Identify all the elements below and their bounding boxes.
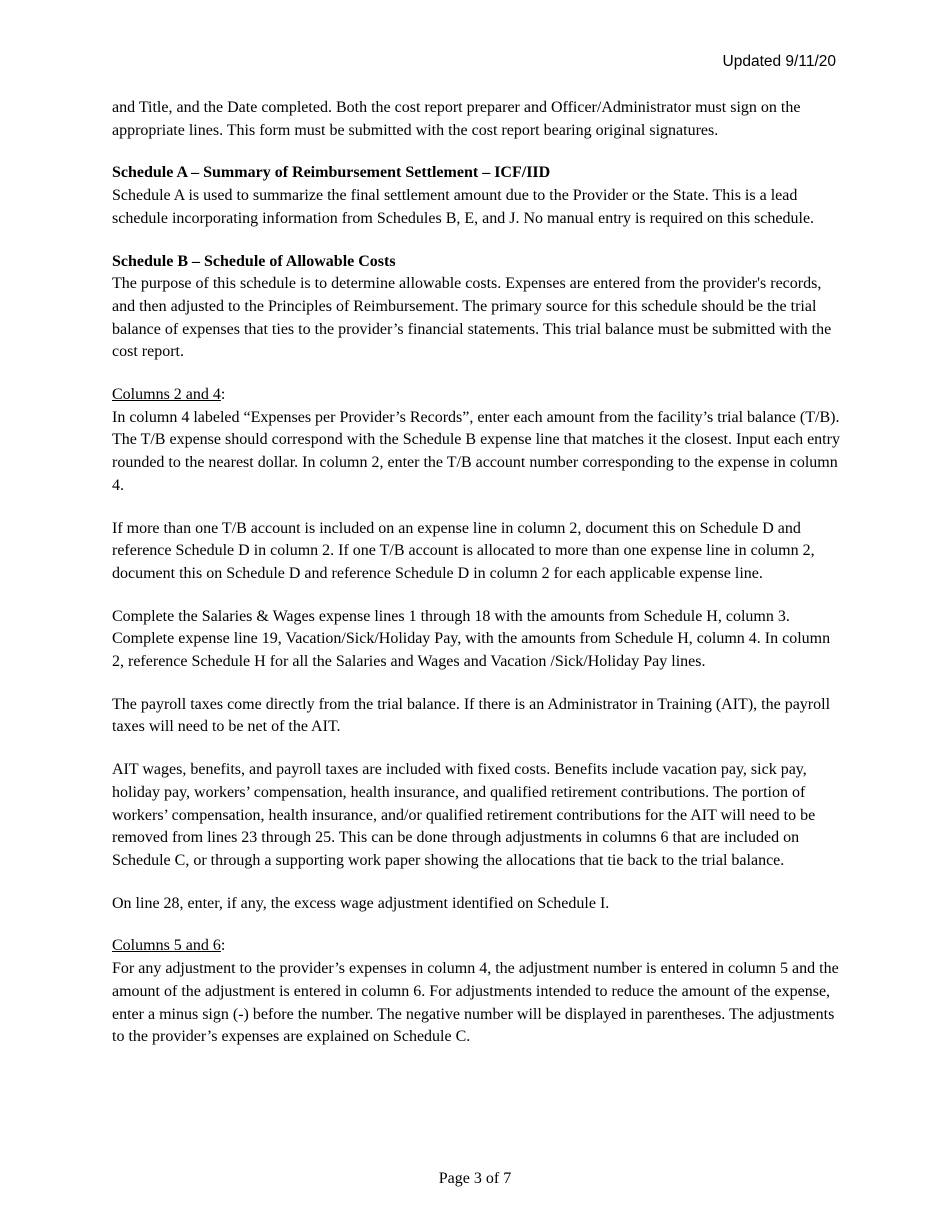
columns-2-4-subheading bbox=[112, 384, 840, 407]
schedule-a-heading: Schedule A – Summary of Reimbursement Settlement – ICF/IID bbox=[112, 164, 551, 182]
updated-date: Updated 9/11/20 bbox=[722, 53, 836, 70]
columns-5-6-paragraph-1: For any adjustment to the provider’s expenses in column 4, the adjustment number is entered in column 5 and the amount of the adjustment is entered in column 6. For adjustments intended to reduce the amount of the expense, enter a minus sign (-) before the number. The negative number will be displayed in parentheses. The adjustments to the provider’s expenses are explained on Schedule C. bbox=[112, 960, 839, 1046]
columns-2-4-paragraph-3: Complete the Salaries & Wages expense lines 1 through 18 with the amounts from Schedule H, column 3. Complete expense line 19, Vacation/Sick/Holiday Pay, with the amounts from Schedule H, column 4. In column 2, reference Schedule H for all the Salaries and Wages and Vacation /Sick/Holiday Pay lines. bbox=[112, 607, 831, 671]
schedule-a-paragraph: Schedule A is used to summarize the final settlement amount due to the Provider or the State. This is a lead schedule incorporating information from Schedules B, E, and J. No manual entry is required on this schedule. bbox=[112, 187, 815, 227]
columns-2-4-paragraph-5: AIT wages, benefits, and payroll taxes are included with fixed costs. Benefits include vacation pay, sick pay, holiday pay, workers’ compensation, health insurance, and qualified retirement contributions. The portion of workers’ compensation, health insurance, and/or qualified retirement contributions for the AIT will need to be removed from lines 23 through 25. This can be done through adjustments in columns 6 that are included on Schedule C, or through a supporting work paper showing the allocations that tie back to the trial balance. bbox=[112, 761, 816, 869]
intro-paragraph: and Title, and the Date completed. Both the cost report preparer and Officer/Administrator must sign on the appropriate lines. This form must be submitted with the cost report bearing original signatures. bbox=[112, 99, 801, 139]
columns-2-4-label: Columns 2 and 4 bbox=[112, 386, 221, 404]
columns-5-6-label: Columns 5 and 6 bbox=[112, 937, 221, 955]
columns-2-4-colon: : bbox=[220, 386, 226, 404]
columns-5-6-colon: : bbox=[220, 937, 226, 955]
columns-2-4-paragraph-2: If more than one T/B account is included on an expense line in column 2, document this on Schedule D and reference Schedule D in column 2. If one T/B account is allocated to more than one expense line in column 2, document this on Schedule D and reference Schedule D in column 2 for each applicable expense line. bbox=[112, 519, 815, 582]
schedule-b-heading: Schedule B – Schedule of Allowable Costs bbox=[112, 252, 396, 270]
columns-5-6-subheading bbox=[112, 935, 840, 958]
page-number: Page 3 of 7 bbox=[438, 1170, 512, 1187]
columns-2-4-paragraph-4: The payroll taxes come directly from the trial balance. If there is an Administrator in Training (AIT), the payroll taxes will need to be net of the AIT. bbox=[112, 695, 831, 736]
columns-2-4-paragraph-1: In column 4 labeled “Expenses per Provider’s Records”, enter each amount from the facility’s trial balance (T/B). The T/B expense should correspond with the Schedule B expense line that matches it the closest. Input each entry rounded to the nearest dollar. In column 2, enter the T/B account number corresponding to the expense in column 4. bbox=[112, 408, 840, 494]
columns-2-4-paragraph-6: On line 28, enter, if any, the excess wage adjustment identified on Schedule I. bbox=[112, 894, 610, 912]
schedule-b-paragraph: The purpose of this schedule is to determine allowable costs. Expenses are entered from the provider's records, and then adjusted to the Principles of Reimbursement. The primary source for this schedule should be the trial balance of expenses that ties to the provider’s financial statements. This trial balance must be submitted with the cost report. bbox=[112, 275, 832, 361]
document-body bbox=[112, 97, 840, 1049]
